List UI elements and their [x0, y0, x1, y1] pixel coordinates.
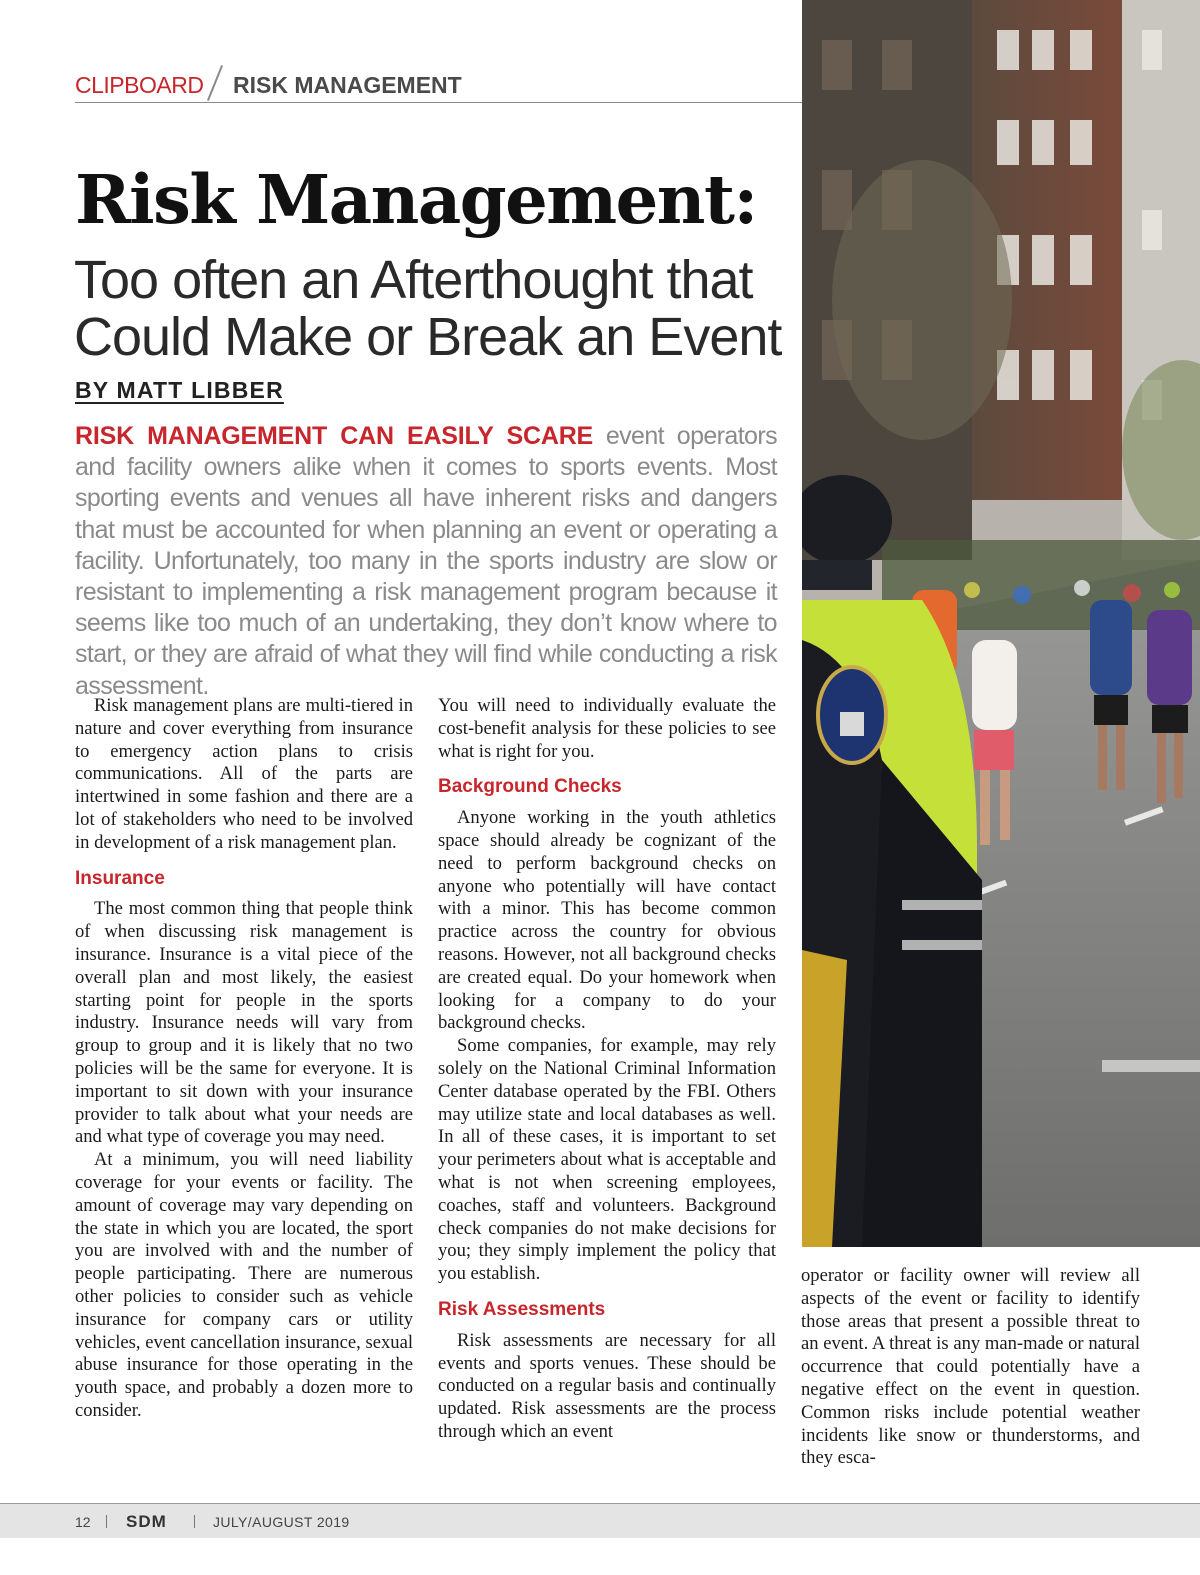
footer-divider	[106, 1515, 107, 1528]
section-label	[75, 70, 805, 103]
assessments-paragraph-continued: operator or facility owner will review all aspects of the event or facility to identify those areas that present a possible threat to an event. A threat is any man-made or natural occurrence that could potentially have a negative effect on the event in question. Common risks include potential weather incidents like snow or thunderstorms, and they esca-	[801, 1265, 1140, 1469]
body-column-3	[801, 1265, 1140, 1470]
insurance-paragraph-3: You will need to individually evaluate the cost-benefit analysis for these policies to see what is right for you.	[438, 695, 776, 762]
intro-lead: RISK MANAGEMENT CAN EASILY SCARE	[75, 422, 594, 450]
page-footer	[0, 1503, 1200, 1538]
assessments-paragraph-1: Risk assessments are necessary for all events and sports venues. These should be conducted on a regular basis and continually updated. Risk assessments are the process through which an event	[438, 1329, 776, 1442]
marathon-police-photo	[802, 0, 1200, 1247]
body-column-2	[438, 695, 776, 1444]
intro-paragraph	[75, 421, 777, 702]
intro-text: event operators and facility owners alike when it comes to sports events. Most sporting events and venues all have inherent risks and dangers that must be accounted for when planning an event or operating a facility. Unfortunately, too many in the sports industry are slow or resistant to implementing a risk management program because it seems like too much of an undertaking, they don’t know where to start, or they are afraid of what they will find while conducting a risk assessment.	[75, 422, 777, 700]
issue-date: JULY/AUGUST 2019	[213, 1514, 350, 1530]
opening-paragraph: Risk management plans are multi-tiered in nature and cover everything from insurance to emergency action plans to crisis communications. All of the parts are intertwined in some fashion and there are a lot of stakeholders who need to be involved in development of a risk management plan.	[75, 695, 413, 853]
article-photo	[802, 0, 1200, 1247]
section-divider	[207, 65, 223, 101]
article-subhead: Too often an Afterthought that Could Make or Break an Event	[74, 250, 782, 367]
footer-divider	[194, 1515, 195, 1528]
background-paragraph-2: Some companies, for example, may rely solely on the National Criminal Information Center database operated by the FBI. Others may utilize state and local databases as well. In all of these cases, it is important to set your perimeters about what is acceptable and what is not when screening employees, coaches, staff and volunteers. Background check companies do not make decisions for you; they simply implement the policy that you establish.	[438, 1035, 776, 1285]
insurance-heading: Insurance	[75, 867, 165, 889]
background-checks-heading: Background Checks	[438, 776, 622, 798]
section-category: CLIPBOARD	[75, 72, 204, 98]
section-topic: RISK MANAGEMENT	[233, 72, 462, 98]
byline: BY MATT LIBBER	[75, 377, 284, 403]
magazine-logo: SDM	[126, 1512, 167, 1531]
insurance-paragraph-1: The most common thing that people think of when discussing risk management is insurance. Insurance is a vital piece of the overall plan and most likely, the easiest starting point for people in the sports industry. Insurance needs will vary from group to group and it is likely that no two policies will be the same for everyone. It is important to sit down with your insurance provider to talk about what your needs are and what type of coverage you may need.	[75, 898, 413, 1148]
police-badge-icon	[818, 667, 886, 763]
body-column-1	[75, 695, 413, 1423]
article-headline: Risk Management:	[75, 160, 757, 239]
background-paragraph-1: Anyone working in the youth athletics space should already be cognizant of the need to perform background checks on anyone who potentially will have contact with a minor. This has become common practice across the country for obvious reasons. However, not all background checks are created equal. Do your homework when looking for a company to do your background checks.	[438, 807, 776, 1034]
page-number: 12	[75, 1514, 91, 1530]
insurance-paragraph-2: At a minimum, you will need liability coverage for your events or facility. The amount of coverage may vary depending on the state in which you are located, the sport you are involved with and the number of people participating. There are numerous other policies to consider such as vehicle insurance for company cars or utility vehicles, event cancellation insurance, sexual abuse insurance for those operating in the youth space, and probably a dozen more to consider.	[75, 1149, 413, 1421]
risk-assessments-heading: Risk Assessments	[438, 1298, 606, 1320]
